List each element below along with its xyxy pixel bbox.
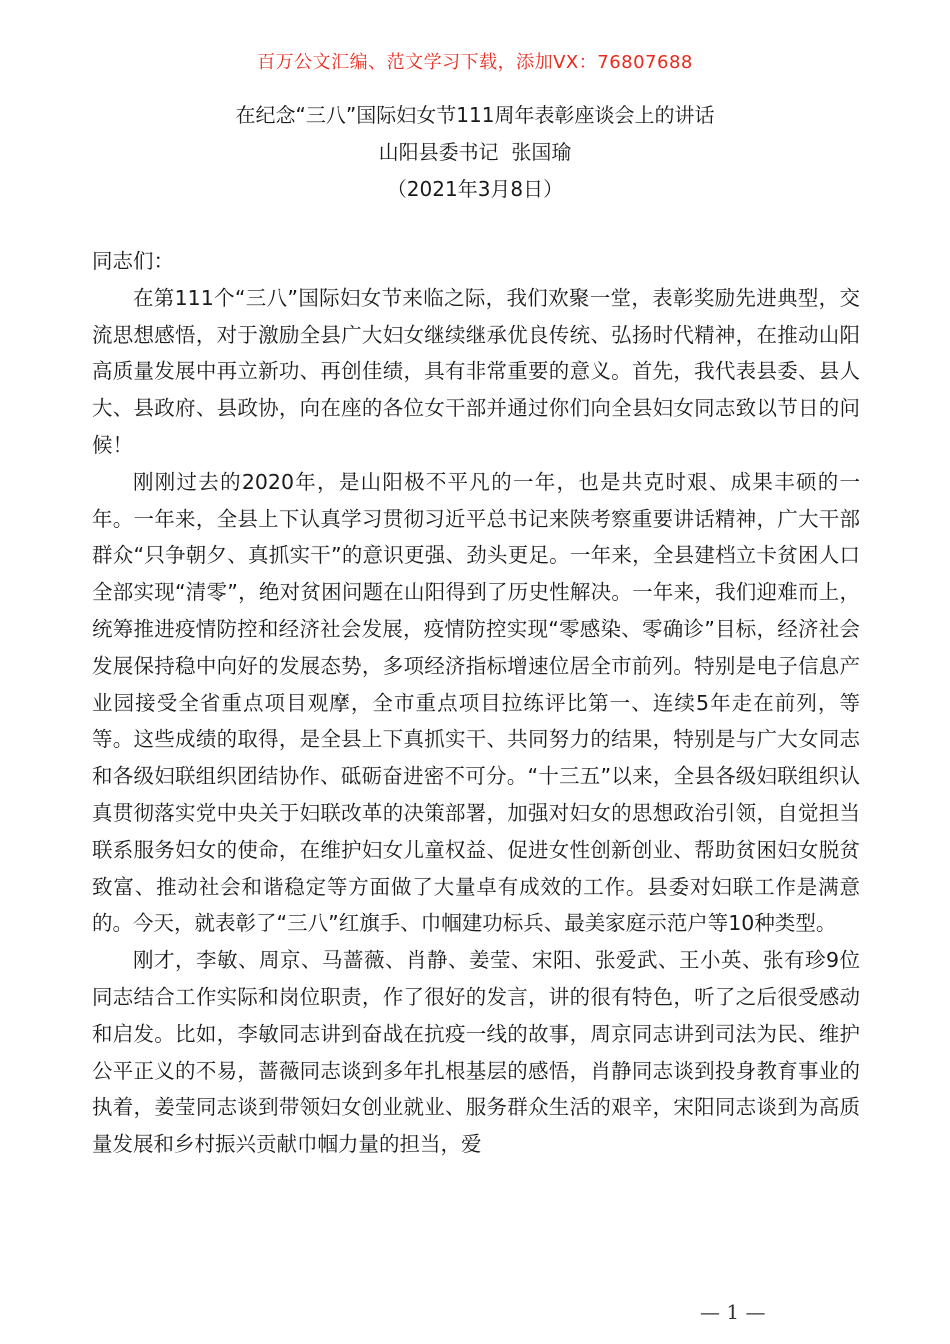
paragraph: 刚才，李敏、周京、马蔷薇、肖静、姜莹、宋阳、张爱武、王小英、张有珍9位同志结合工作实际和岗位职责，作了很好的发言，讲的很有特色，听了之后很受感动和启发。比如，李敏同志讲到奋战在抗疫一线的故事，周京同志讲到司法为民、维护公平正义的不易，蔷薇同志谈到多年扎根基层的感悟，肖静同志谈到投身教育事业的执着，姜莹同志谈到带领妇女创业就业、服务群众生活的艰辛，宋阳同志谈到为高质量发展和乡村振兴贡献巾帼力量的担当，爱 xyxy=(92,948,860,1157)
paragraph: 刚刚过去的2020年，是山阳极不平凡的一年，也是共克时艰、成果丰硕的一年。一年来，全县上下认真学习贯彻习近平总书记来陕考察重要讲话精神，广大干部群众“只争朝夕、真抓实干”的意识更强、劲头更足。一年来，全县建档立卡贫困人口全部实现“清零”，绝对贫困问题在山阳得到了历史性解决。一年来，我们迎难而上，统筹推进疫情防控和经济社会发展，疫情防控实现“零感染、零确诊”目标，经济社会发展保持稳中向好的发展态势，多项经济指标增速位居全市前列。特别是电子信息产业园接受全省重点项目观摩，全市重点项目拉练评比第一、连续5年走在前列，等等。这些成绩的取得，是全县上下真抓实干、共同努力的结果，特别是与广大女同志和各级妇联组织团结协作、砥砺奋进密不可分。“十三五”以来，全县各级妇联组织认真贯彻落实党中央关于妇联改革的决策部署，加强对妇女的思想政治引领，自觉担当联系服务妇女的使命，在维护妇女儿童权益、促进女性创新创业、帮助贫困妇女脱贫致富、推动社会和谐稳定等方面做了大量卓有成效的工作。县委对妇联工作是满意的。今天，就表彰了“三八”红旗手、巾帼建功标兵、最美家庭示范户等10种类型。 xyxy=(92,469,860,936)
header-banner: 百万公文汇编、范文学习下载，添加VX：76807688 xyxy=(257,52,693,73)
page-number: — 1 — xyxy=(700,1300,766,1324)
speaker-line: 山阳县委书记 张国瑜 xyxy=(378,140,572,164)
salutation: 同志们： xyxy=(92,249,174,273)
document-title: 在纪念“三八”国际妇女节111周年表彰座谈会上的讲话 xyxy=(235,103,715,127)
speech-body xyxy=(92,243,860,1163)
speech-date: （2021年3月8日） xyxy=(386,177,564,201)
paragraph: 在第111个“三八”国际妇女节来临之际，我们欢聚一堂，表彰奖励先进典型，交流思想感悟，对于激励全县广大妇女继续继承优良传统、弘扬时代精神，在推动山阳高质量发展中再立新功、再创佳绩，具有非常重要的意义。首先，我代表县委、县人大、县政府、县政协，向在座的各位女干部并通过你们向全县妇女同志致以节日的问候！ xyxy=(92,285,860,457)
title-block xyxy=(0,97,950,208)
